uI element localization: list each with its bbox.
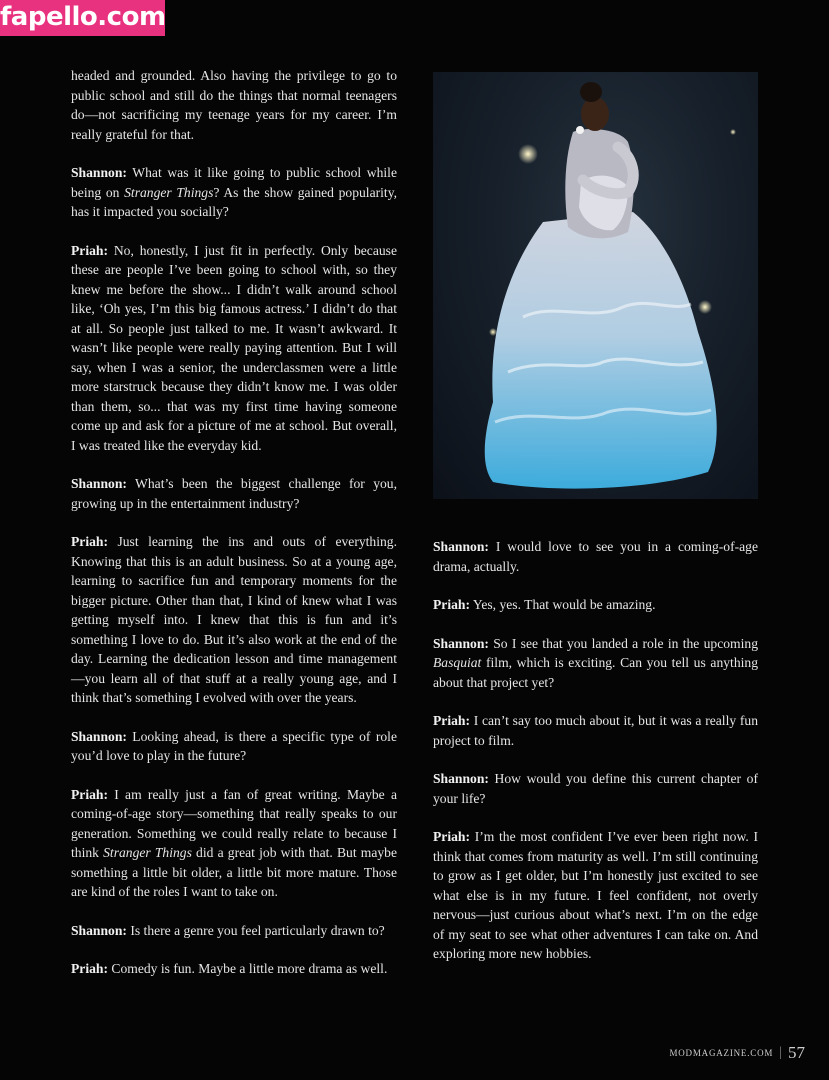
page-number: 57 bbox=[788, 1043, 805, 1062]
paragraph-text: film, which is exciting. Can you tell us anything about that project yet? bbox=[433, 655, 758, 690]
speaker-label: Priah: bbox=[71, 961, 108, 976]
show-title: Stranger Things bbox=[124, 184, 214, 200]
paragraph-text: I can’t say too much about it, but it was a really fun project to film. bbox=[433, 713, 758, 748]
watermark-logo: fapello.com bbox=[0, 0, 165, 36]
paragraph-text: I would love to see you in a coming-of-age drama, actually. bbox=[433, 539, 758, 574]
paragraph bbox=[71, 921, 397, 941]
speaker-label: Shannon: bbox=[433, 635, 489, 651]
speaker-label: Priah: bbox=[71, 242, 108, 258]
paragraph-text: What’s been the biggest challenge for you, growing up in the entertainment industry? bbox=[71, 476, 397, 511]
footer-separator: | bbox=[779, 1045, 782, 1060]
speaker-label: Shannon: bbox=[71, 922, 127, 938]
paragraph-text: Is there a genre you feel particularly drawn to? bbox=[126, 922, 385, 938]
right-column bbox=[433, 537, 758, 983]
paragraph bbox=[71, 532, 397, 708]
paragraph-text: Just learning the ins and outs of everything. Knowing that this is an adult business. So at a young age, learning to sacrifice fun and temporary moments for the bigger picture. Other than that, I kind of knew what I was getting myself into. I knew that this is fun and it’s something I love to do. But it’s also work at the end of the day. Learning the dedication lesson and time management—you learn all of that stuff at a really young age, and I think that’s something I evolved with over the years. bbox=[71, 534, 397, 705]
speaker-label: Priah: bbox=[433, 829, 470, 844]
speaker-label: Shannon: bbox=[433, 539, 489, 554]
paragraph-text: Looking ahead, is there a specific type of role you’d love to play in the future? bbox=[71, 728, 397, 763]
page-footer bbox=[669, 1043, 805, 1063]
paragraph bbox=[433, 711, 758, 750]
paragraph bbox=[71, 785, 397, 902]
paragraph-text: did a great job with that. But maybe something a little bit older, a little bit more mature. Those are kind of the roles I want to take on. bbox=[71, 845, 397, 899]
show-title: Stranger Things bbox=[103, 845, 192, 860]
paragraph-text: Yes, yes. That would be amazing. bbox=[470, 597, 656, 612]
left-column bbox=[71, 66, 397, 998]
paragraph bbox=[433, 634, 758, 693]
film-title: Basquiat bbox=[433, 655, 482, 670]
portrait-illustration bbox=[433, 72, 758, 499]
paragraph-text: I am really just a fan of great writing. Maybe a coming-of-age story—something that really speaks to our generation. Something we could really relate to because I think bbox=[71, 786, 397, 860]
paragraph-text: No, honestly, I just fit in perfectly. Only because these are people I’ve been going to school with, so they knew me before the show... I didn’t walk around school like, ‘Oh yes, I’m this big famous actress.’ I didn’t do that at all. So people just talked to me. It wasn’t awkward. It wasn’t like people were really paying attention. But I will say, when I was a senior, the underclassmen were a little more starstruck because they didn’t know me. I was older than them, so... that was my first time having someone come up and ask for a picture of me at school. But overall, I was treated like the everyday kid. bbox=[71, 242, 397, 453]
paragraph-text: So I see that you landed a role in the upcoming bbox=[488, 635, 758, 651]
portrait-photo bbox=[433, 72, 758, 499]
paragraph-text: How would you define this current chapter of your life? bbox=[433, 771, 758, 806]
paragraph bbox=[71, 163, 397, 222]
paragraph: headed and grounded. Also having the privilege to go to public school and still do the things that normal teenagers do—not sacrificing my teenage years for my career. I’m really grateful for that. bbox=[71, 68, 397, 142]
paragraph-text: ? As the show gained popularity, has it impacted you socially? bbox=[71, 184, 398, 219]
paragraph bbox=[71, 727, 397, 766]
speaker-label: Shannon: bbox=[71, 165, 127, 180]
paragraph bbox=[71, 474, 397, 513]
paragraph-text: Comedy is fun. Maybe a little more drama as well. bbox=[108, 961, 388, 976]
paragraph bbox=[433, 537, 758, 576]
paragraph bbox=[433, 827, 758, 964]
speaker-label: Shannon: bbox=[71, 476, 127, 491]
speaker-label: Priah: bbox=[433, 713, 470, 728]
paragraph bbox=[71, 959, 397, 979]
paragraph bbox=[433, 769, 758, 808]
paragraph bbox=[433, 595, 758, 615]
speaker-label: Shannon: bbox=[71, 728, 127, 744]
footer-site: MODMAGAZINE.COM bbox=[669, 1048, 774, 1058]
speaker-label: Priah: bbox=[433, 597, 470, 612]
paragraph-text: What was it like going to public school while being on bbox=[71, 165, 397, 200]
speaker-label: Shannon: bbox=[433, 771, 489, 786]
speaker-label: Priah: bbox=[71, 786, 108, 802]
paragraph bbox=[71, 241, 397, 456]
paragraph-text: I’m the most confident I’ve ever been right now. I think that comes from maturity as well. I’m still continuing to grow as I get older, but I’m honestly just excited to see what else is in my future. I feel confident, not overly nervous—just curious about what’s next. I’m on the edge of my seat to see what other adventures I can take on. And exploring more new hobbies. bbox=[433, 829, 758, 961]
speaker-label: Priah: bbox=[71, 534, 108, 549]
